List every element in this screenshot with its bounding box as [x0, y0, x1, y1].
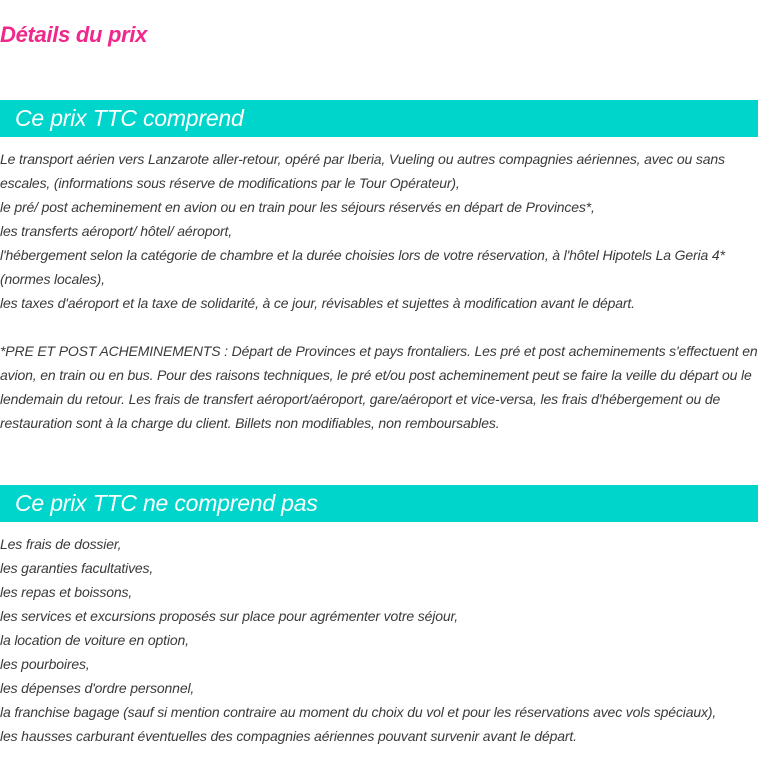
excluded-heading-band: [0, 485, 758, 522]
excluded-item: les pourboires,: [0, 656, 90, 672]
acheminement-note: [0, 339, 758, 435]
included-list: [0, 147, 758, 315]
excluded-item: les dépenses d'ordre personnel,: [0, 680, 195, 696]
excluded-item: la franchise bagage (sauf si mention contraire au moment du choix du vol et pour les réservations avec vols spéciaux),: [0, 704, 717, 720]
excluded-heading: Ce prix TTC ne comprend pas: [15, 490, 318, 516]
excluded-item: les hausses carburant éventuelles des compagnies aériennes pouvant survenir avant le départ.: [0, 728, 577, 744]
excluded-item: la location de voiture en option,: [0, 632, 189, 648]
included-heading-band: [0, 100, 758, 137]
page-title: Détails du prix: [0, 22, 148, 47]
included-item: le pré/ post acheminement en avion ou en train pour les séjours réservés en départ de Provinces*,: [0, 199, 595, 215]
acheminement-note-text: *PRE ET POST ACHEMINEMENTS : Départ de Provinces et pays frontaliers. Les pré et post acheminements s'effectuent en avion, en train ou en bus. Pour des raisons techniques, le pré et/ou post acheminement peut se faire la veille du départ ou le lendemain du retour. Les frais de transfert aéroport/aéroport, gare/aéroport et vice-versa, les frais d'hébergement ou de restauration sont à la charge du client. Billets non modifiables, non remboursables.: [0, 343, 758, 431]
included-heading: Ce prix TTC comprend: [15, 105, 244, 131]
excluded-item: les services et excursions proposés sur place pour agrémenter votre séjour,: [0, 608, 458, 624]
excluded-item: les repas et boissons,: [0, 584, 133, 600]
included-item: l'hébergement selon la catégorie de chambre et la durée choisies lors de votre réservation, à l'hôtel Hipotels La Geria 4* (normes locales),: [0, 247, 725, 287]
included-item: les taxes d'aéroport et la taxe de solidarité, à ce jour, révisables et sujettes à modification avant le départ.: [0, 295, 635, 311]
included-item: les transferts aéroport/ hôtel/ aéroport,: [0, 223, 232, 239]
excluded-item: les garanties facultatives,: [0, 560, 154, 576]
included-item: Le transport aérien vers Lanzarote aller-retour, opéré par Iberia, Vueling ou autres compagnies aériennes, avec ou sans escales, (informations sous réserve de modifications par le Tour Opérateur),: [0, 151, 725, 191]
excluded-item: Les frais de dossier,: [0, 536, 122, 552]
excluded-list: [0, 532, 758, 748]
